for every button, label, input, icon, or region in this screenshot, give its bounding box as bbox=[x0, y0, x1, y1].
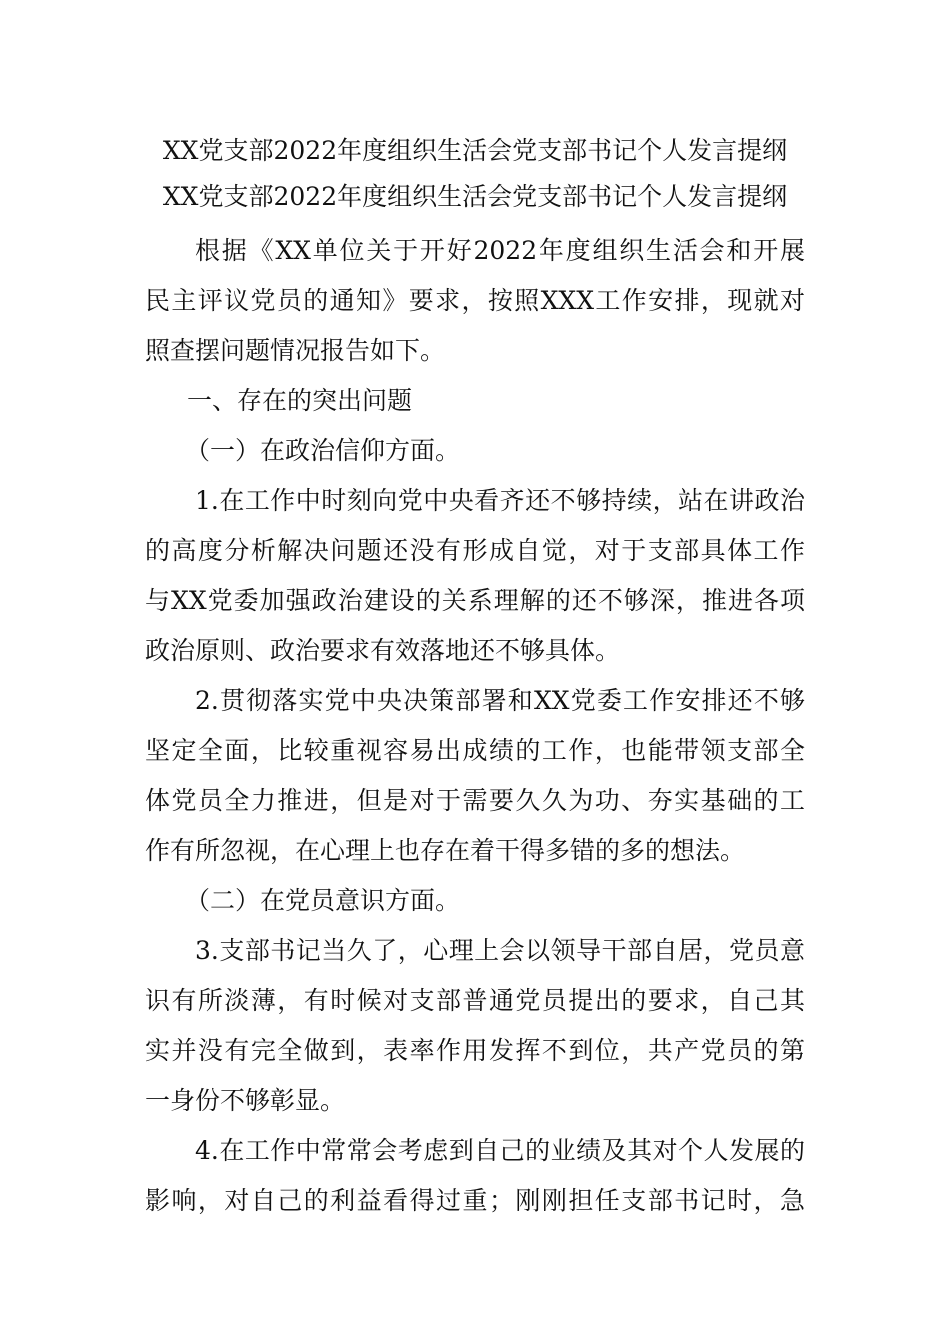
item3-line-1: 3.支部书记当久了，心理上会以领导干部自居，党员意 bbox=[195, 936, 805, 965]
item2-line-1: 2.贯彻落实党中央决策部署和XX党委工作安排还不够 bbox=[195, 686, 805, 715]
item2-line-2: 坚定全面，比较重视容易出成绩的工作，也能带领支部全 bbox=[145, 736, 805, 765]
item3-line-3: 实并没有完全做到，表率作用发挥不到位，共产党员的第 bbox=[145, 1036, 805, 1065]
item1-line-4: 政治原则、政治要求有效落地还不够具体。 bbox=[145, 636, 621, 665]
item1-line-2: 的高度分析解决问题还没有形成自觉，对于支部具体工作 bbox=[145, 536, 805, 565]
subsection-heading-2: （二）在党员意识方面。 bbox=[185, 886, 461, 915]
item4-line-1: 4.在工作中常常会考虑到自己的业绩及其对个人发展的 bbox=[195, 1136, 805, 1165]
intro-line-2: 民主评议党员的通知》要求，按照XXX工作安排，现就对 bbox=[145, 286, 805, 315]
intro-line-3: 照查摆问题情况报告如下。 bbox=[145, 336, 446, 365]
item2-line-3: 体党员全力推进，但是对于需要久久为功、夯实基础的工 bbox=[145, 786, 805, 815]
item3-line-2: 识有所淡薄，有时候对支部普通党员提出的要求，自己其 bbox=[145, 986, 805, 1015]
item2-line-4: 作有所忽视，在心理上也存在着干得多错的多的想法。 bbox=[145, 836, 746, 865]
item1-line-1: 1.在工作中时刻向党中央看齐还不够持续，站在讲政治 bbox=[195, 486, 805, 515]
document-title: XX党支部2022年度组织生活会党支部书记个人发言提纲 bbox=[162, 136, 788, 165]
section-heading: 一、存在的突出问题 bbox=[187, 386, 413, 415]
subsection-heading-1: （一）在政治信仰方面。 bbox=[185, 436, 461, 465]
document-title-repeat: XX党支部2022年度组织生活会党支部书记个人发言提纲 bbox=[162, 182, 788, 211]
item1-line-3: 与XX党委加强政治建设的关系理解的还不够深，推进各项 bbox=[145, 586, 805, 615]
document-body bbox=[145, 128, 805, 1226]
intro-line-1: 根据《XX单位关于开好2022年度组织生活会和开展 bbox=[195, 236, 805, 265]
item3-line-4: 一身份不够彰显。 bbox=[145, 1086, 346, 1115]
item4-line-2: 影响，对自己的利益看得过重；刚刚担任支部书记时，急 bbox=[145, 1186, 805, 1215]
